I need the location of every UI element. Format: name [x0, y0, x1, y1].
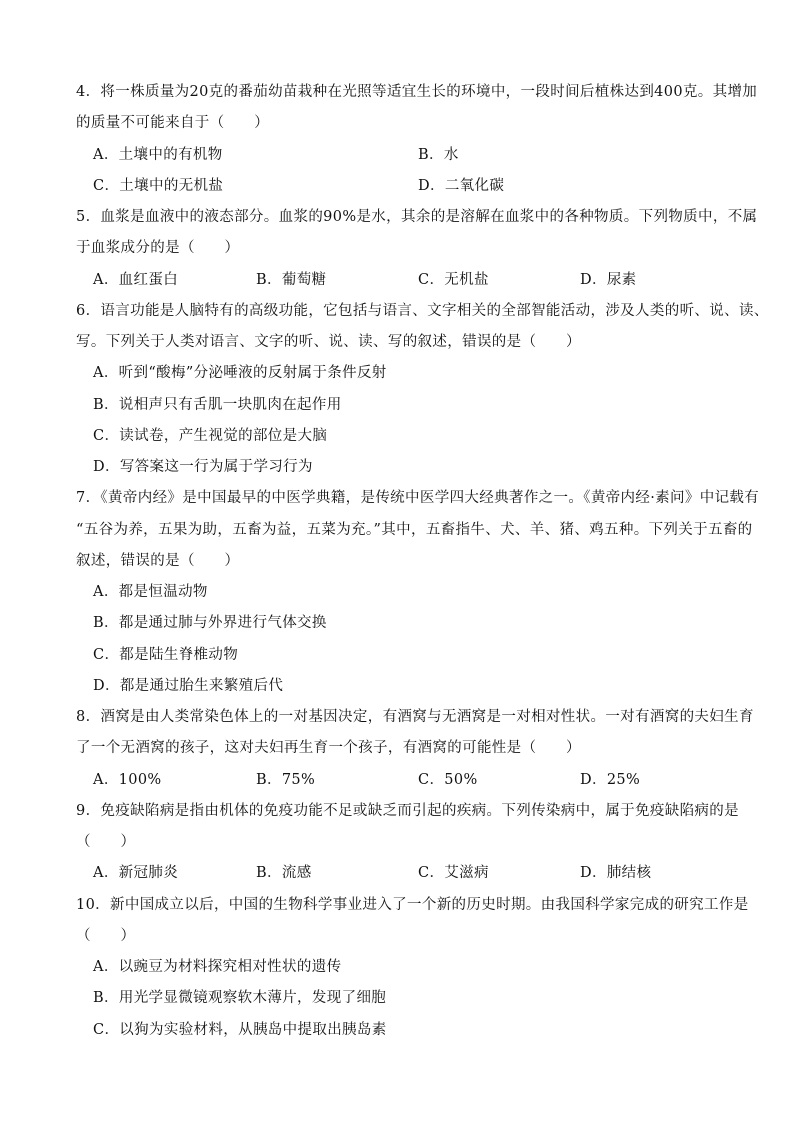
- question-8-option-b: B．75%: [256, 772, 316, 788]
- question-9-line-2: （ ）: [76, 834, 136, 850]
- question-5-line-1: 5．血浆是血液中的液态部分。血浆的90%是水，其余的是溶解在血浆中的各种物质。下列物质中，不属: [76, 209, 758, 225]
- question-5-line-2: 于血浆成分的是（ ）: [76, 240, 240, 256]
- question-9-line-1: 9．免疫缺陷病是指由机体的免疫功能不足或缺乏而引起的疾病。下列传染病中，属于免疫缺陷病的是: [76, 803, 739, 819]
- question-5-option-c: C．无机盐: [418, 272, 489, 288]
- question-9-option-a: A．新冠肺炎: [93, 865, 179, 881]
- question-7-option-a: A．都是恒温动物: [93, 584, 208, 600]
- question-6-option-a: A．听到“酸梅”分泌唾液的反射属于条件反射: [93, 365, 387, 381]
- question-8-option-a: A．100%: [93, 772, 162, 788]
- question-7-option-d: D．都是通过胎生来繁殖后代: [93, 678, 284, 694]
- question-8-line-2: 了一个无酒窝的孩子，这对夫妇再生育一个孩子，有酒窝的可能性是（ ）: [76, 740, 581, 756]
- question-5-option-a: A．血红蛋白: [93, 272, 179, 288]
- question-4-line-2: 的质量不可能来自于（ ）: [76, 115, 270, 131]
- question-7-option-b: B．都是通过肺与外界进行气体交换: [93, 615, 327, 631]
- question-10-line-1: 10．新中国成立以后，中国的生物科学事业进入了一个新的历史时期。由我国科学家完成的研究工作是: [76, 897, 749, 913]
- question-4-option-c: C．土壤中的无机盐: [93, 178, 224, 194]
- question-8-option-c: C．50%: [418, 772, 478, 788]
- question-8-option-d: D．25%: [580, 772, 641, 788]
- question-4-option-d: D．二氧化碳: [418, 178, 505, 194]
- question-5-option-d: D．尿素: [580, 272, 637, 288]
- question-6-option-c: C．读试卷，产生视觉的部位是大脑: [93, 428, 328, 444]
- question-10-option-b: B．用光学显微镜观察软木薄片，发现了细胞: [93, 990, 387, 1006]
- question-4-option-a: A．土壤中的有机物: [93, 147, 223, 163]
- question-10-option-c: C．以狗为实验材料，从胰岛中提取出胰岛素: [93, 1022, 387, 1038]
- question-9-option-c: C．艾滋病: [418, 865, 489, 881]
- question-9-option-b: B．流感: [256, 865, 312, 881]
- question-6-option-d: D．写答案这一行为属于学习行为: [93, 459, 313, 475]
- question-6-line-2: 写。下列关于人类对语言、文字的听、说、读、写的叙述，错误的是（ ）: [76, 334, 581, 350]
- question-10-option-a: A．以豌豆为材料探究相对性状的遗传: [93, 959, 342, 975]
- question-9-option-d: D．肺结核: [580, 865, 652, 881]
- question-5-option-b: B．葡萄糖: [256, 272, 327, 288]
- question-4-option-b: B．水: [418, 147, 459, 163]
- question-6-line-1: 6．语言功能是人脑特有的高级功能，它包括与语言、文字相关的全部智能活动，涉及人类的听、说、读、: [76, 303, 769, 319]
- question-6-option-b: B．说相声只有舌肌一块肌肉在起作用: [93, 397, 342, 413]
- question-10-line-2: （ ）: [76, 928, 136, 944]
- question-8-line-1: 8．酒窝是由人类常染色体上的一对基因决定，有酒窝与无酒窝是一对相对性状。一对有酒窝的夫妇生育: [76, 709, 754, 725]
- question-7-line-1: 7．《黄帝内经》是中国最早的中医学典籍，是传统中医学四大经典著作之一。《黄帝内经·素问》中记载有: [76, 490, 760, 506]
- question-7-option-c: C．都是陆生脊椎动物: [93, 647, 239, 663]
- question-4-line-1: 4．将一株质量为20克的番茄幼苗栽种在光照等适宜生长的环境中，一段时间后植株达到400克。其增加: [76, 84, 758, 100]
- question-7-line-2: “五谷为养，五果为助，五畜为益，五菜为充。”其中，五畜指牛、犬、羊、猪、鸡五种。下列关于五畜的: [76, 522, 753, 538]
- question-7-line-3: 叙述，错误的是（ ）: [76, 553, 240, 569]
